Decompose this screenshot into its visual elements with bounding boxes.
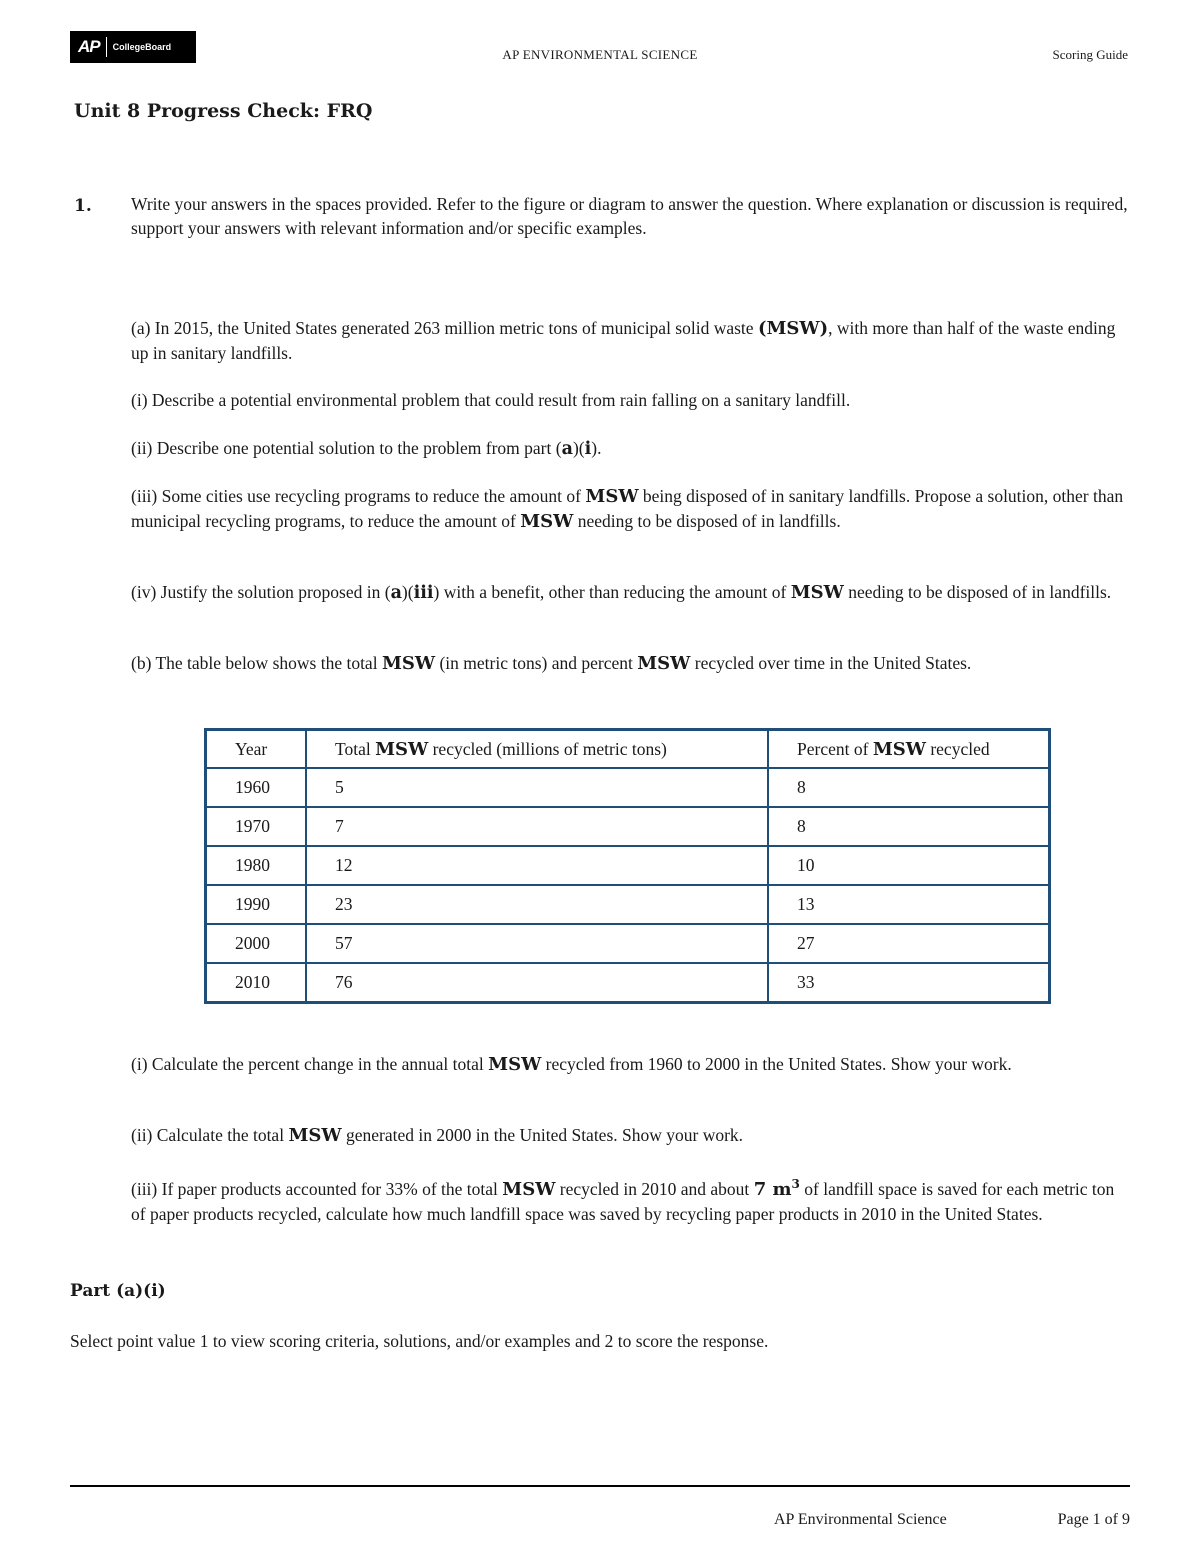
part-a-iv: (iv) Justify the solution proposed in (a)(iii) with a benefit, other than reducing the amount of MSW needing to be disposed of in landfills. xyxy=(131,582,1112,603)
part-heading: Part (a)(i) xyxy=(70,1281,166,1301)
footer-divider xyxy=(70,1485,1130,1487)
header-year: Year xyxy=(206,730,307,769)
footer-subject: AP Environmental Science xyxy=(774,1511,947,1528)
cell-year: 1970 xyxy=(206,807,307,846)
table-row xyxy=(206,807,1050,846)
part-a-i: (i) Describe a potential environmental problem that could result from rain falling on a sanitary landfill. xyxy=(131,390,851,410)
select-point-instructions: Select point value 1 to view scoring criteria, solutions, and/or examples and 2 to score the response. xyxy=(70,1331,769,1351)
table-header-row xyxy=(206,730,1050,769)
cell-year: 1960 xyxy=(206,768,307,807)
cell-total: 57 xyxy=(306,924,768,963)
cell-year: 2010 xyxy=(206,963,307,1003)
header-subject: AP ENVIRONMENTAL SCIENCE xyxy=(502,47,698,62)
part-b-iii: (iii) If paper products accounted for 33% of the total MSW recycled in 2010 and about 7 $m^3$ of landfill space is saved for each metric ton of paper products recycled, calculate how much landfill space was saved by recycling paper products in 2010 in the United States. xyxy=(131,1177,1115,1224)
cell-percent: 33 xyxy=(768,963,1050,1003)
cell-total: 5 xyxy=(306,768,768,807)
cell-year: 1990 xyxy=(206,885,307,924)
page-title: Unit 8 Progress Check: FRQ xyxy=(74,100,373,122)
table-row xyxy=(206,885,1050,924)
cell-percent: 13 xyxy=(768,885,1050,924)
part-a-iii: (iii) Some cities use recycling programs to reduce the amount of MSW being disposed of in sanitary landfills. Propose a solution, other than municipal recycling programs, to reduce the amount of MSW needing to be disposed of in landfills. xyxy=(131,486,1124,532)
part-a-lead: (a) In 2015, the United States generated 263 million metric tons of municipal solid waste (MSW), with more than half of the waste ending up in sanitary landfills. xyxy=(131,318,1116,363)
msw-recycling-table xyxy=(204,728,1051,1004)
question-intro: Write your answers in the spaces provided. Refer to the figure or diagram to answer the question. Where explanation or discussion is required, support your answers with relevant information and/or specific examples. xyxy=(131,194,1128,238)
table-row xyxy=(206,963,1050,1003)
cell-total: 23 xyxy=(306,885,768,924)
question-number: 1. xyxy=(74,196,92,216)
logo-ap-text: AP xyxy=(78,37,107,57)
cell-total: 12 xyxy=(306,846,768,885)
logo-collegeboard-text: CollegeBoard xyxy=(112,42,172,52)
header-total-msw: Total MSW recycled (millions of metric tons) xyxy=(306,730,768,769)
header-scoring-guide: Scoring Guide xyxy=(1052,47,1128,62)
cell-total: 76 xyxy=(306,963,768,1003)
cell-year: 1980 xyxy=(206,846,307,885)
cell-percent: 10 xyxy=(768,846,1050,885)
part-b-i: (i) Calculate the percent change in the annual total MSW recycled from 1960 to 2000 in the United States. Show your work. xyxy=(131,1054,1012,1075)
table-row xyxy=(206,924,1050,963)
part-a-ii: (ii) Describe one potential solution to the problem from part (a)(i). xyxy=(131,438,602,459)
part-b-ii: (ii) Calculate the total MSW generated in 2000 in the United States. Show your work. xyxy=(131,1125,744,1146)
table-row xyxy=(206,846,1050,885)
footer-page-number: Page 1 of 9 xyxy=(1057,1511,1130,1528)
cell-percent: 8 xyxy=(768,807,1050,846)
header-percent-msw: Percent of MSW recycled xyxy=(768,730,1050,769)
cell-year: 2000 xyxy=(206,924,307,963)
cell-percent: 27 xyxy=(768,924,1050,963)
table-row xyxy=(206,768,1050,807)
cell-percent: 8 xyxy=(768,768,1050,807)
cell-total: 7 xyxy=(306,807,768,846)
part-b-lead: (b) The table below shows the total MSW (in metric tons) and percent MSW recycled over time in the United States. xyxy=(131,653,972,674)
